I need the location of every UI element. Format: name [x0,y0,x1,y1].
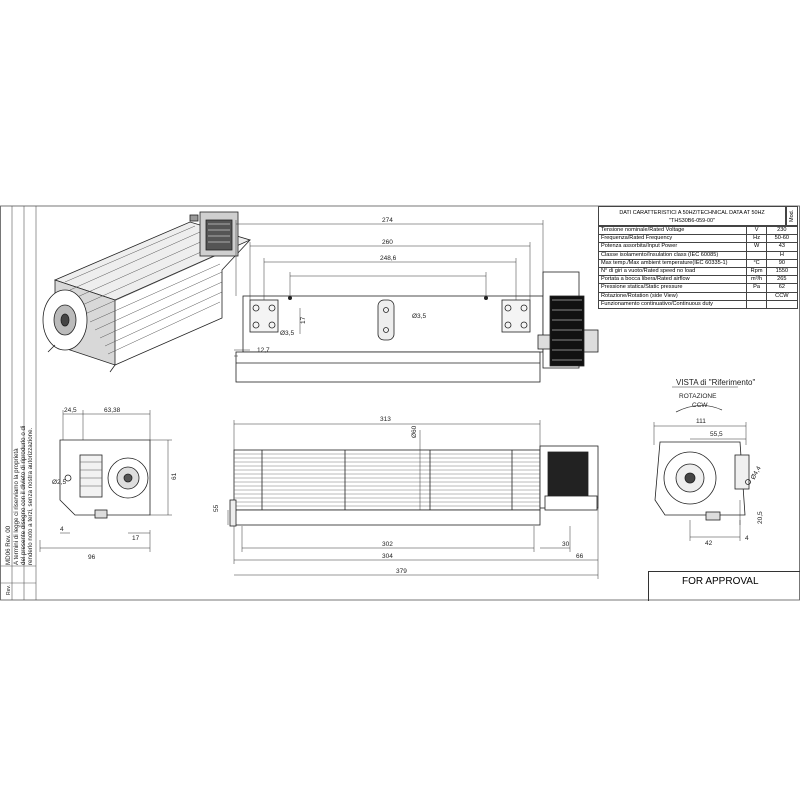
copyright-line-2: del presente disegno con il divieto di riprodurlo o di [20,425,27,565]
spec-title-line-2: "THS30B6-059-00" [669,218,715,224]
spec-row [599,251,798,259]
spec-value: 90 [766,259,797,267]
spec-value: 43 [766,243,797,251]
dim-42: 42 [705,540,713,547]
spec-unit: V [747,227,766,235]
spec-table-title [598,206,786,226]
spec-label: Tensione nominale/Rated Voltage [599,227,747,235]
end-view-drawing [60,440,150,518]
spec-label: Frequenza/Rated Frequency [599,235,747,243]
spec-label: Classe isolamento/Insulation class (IEC 60085) [599,251,747,259]
hole-dia-a: Ø3,5 [280,330,295,337]
dim-4-ref: 4 [745,535,749,542]
spec-unit: m³/h [747,276,766,284]
dim-248-6: 248,6 [380,255,397,262]
dim-313: 313 [380,416,391,423]
spec-row [599,268,798,276]
reference-view-drawing [655,442,751,520]
dim-12-7: 12,7 [257,347,270,354]
side-note-text [5,426,34,595]
spec-unit: Pa [747,284,766,292]
spec-row [599,292,798,300]
top-view-drawing [236,272,598,382]
dim-55-5: 55,5 [710,431,723,438]
spec-unit: Rpm [747,268,766,276]
mod-cell [786,206,798,226]
spec-label: Rotazione/Rotation (side View) [599,292,747,300]
front-view-drawing [230,446,598,526]
dim-24-5: 24,5 [64,407,77,414]
reference-view-title: VISTA di "Riferimento" [676,378,756,387]
spec-value [766,300,797,308]
hole-dia-ref: Ø4,4 [749,465,763,481]
copyright-line-3: renderlo noto a terzi, senza nostra autorizzazione. [27,427,34,565]
dim-379: 379 [396,568,407,575]
spec-label: Max temp./Max ambient temperature(IEC 60335-1) [599,259,747,267]
copyright-line-1: A termini di legge ci riserviamo la proprietà [13,448,20,565]
spec-table-body [599,227,798,309]
dia-60: Ø60 [411,425,418,438]
spec-row [599,300,798,308]
dim-63-38: 63,38 [104,407,121,414]
dim-111: 111 [696,418,706,425]
hole-dia-end: Ø2,5 [52,479,67,486]
rotation-label: ROTAZIONE [679,393,717,400]
spec-value: H [766,251,797,259]
spec-label: Portata a bocca libera/Rated airflow [599,276,747,284]
spec-label: Pressione statica/Static pressure [599,284,747,292]
spec-row [599,243,798,251]
spec-unit [747,292,766,300]
dim-17-end: 17 [132,535,140,542]
reference-view-title-group [676,378,755,409]
spec-row [599,235,798,243]
spec-unit: Hz [747,235,766,243]
spec-value: CCW [766,292,797,300]
spec-value: 265 [766,276,797,284]
spec-unit: °C [747,259,766,267]
dim-274: 274 [382,217,393,224]
spec-row [599,259,798,267]
dim-30: 30 [562,541,570,548]
spec-row [599,276,798,284]
spec-label: Potenza assorbita/Input Power [599,243,747,251]
dim-66: 66 [576,553,584,560]
rev-corner-label: Rev. [6,585,12,595]
isometric-fan-view [43,212,250,372]
mod-label: Mod. [789,209,795,222]
dim-17-top: 17 [300,316,307,324]
dim-260: 260 [382,239,393,246]
spec-value: 1550 [766,268,797,276]
dim-55: 55 [213,504,220,512]
dim-302: 302 [382,541,393,548]
spec-unit: W [747,243,766,251]
approval-stamp [648,571,800,601]
approval-text: FOR APPROVAL [682,576,759,587]
revision-label: MD06 Rev. 00 [5,525,12,565]
spec-value: 62 [766,284,797,292]
dim-61: 61 [171,472,178,480]
spec-unit [747,300,766,308]
spec-row [599,284,798,292]
hole-dia-b: Ø3,5 [412,313,427,320]
spec-value: 230 [766,227,797,235]
spec-label: Funzionamento continuativo/Continuous duty [599,300,747,308]
spec-unit [747,251,766,259]
dim-20-5: 20,5 [757,511,764,524]
dim-4-end: 4 [60,526,64,533]
rotation-value: CCW [692,402,708,409]
spec-label: N° di giri a vuoto/Rated speed no load [599,268,747,276]
spec-value: 50-60 [766,235,797,243]
dim-304: 304 [382,553,393,560]
spec-row [599,227,798,235]
spec-table [598,226,798,309]
dim-96: 96 [88,554,96,561]
spec-title-line-1: DATI CARATTERISTICI A 50HZ/TECHNICAL DATA AT 50HZ [619,210,765,216]
